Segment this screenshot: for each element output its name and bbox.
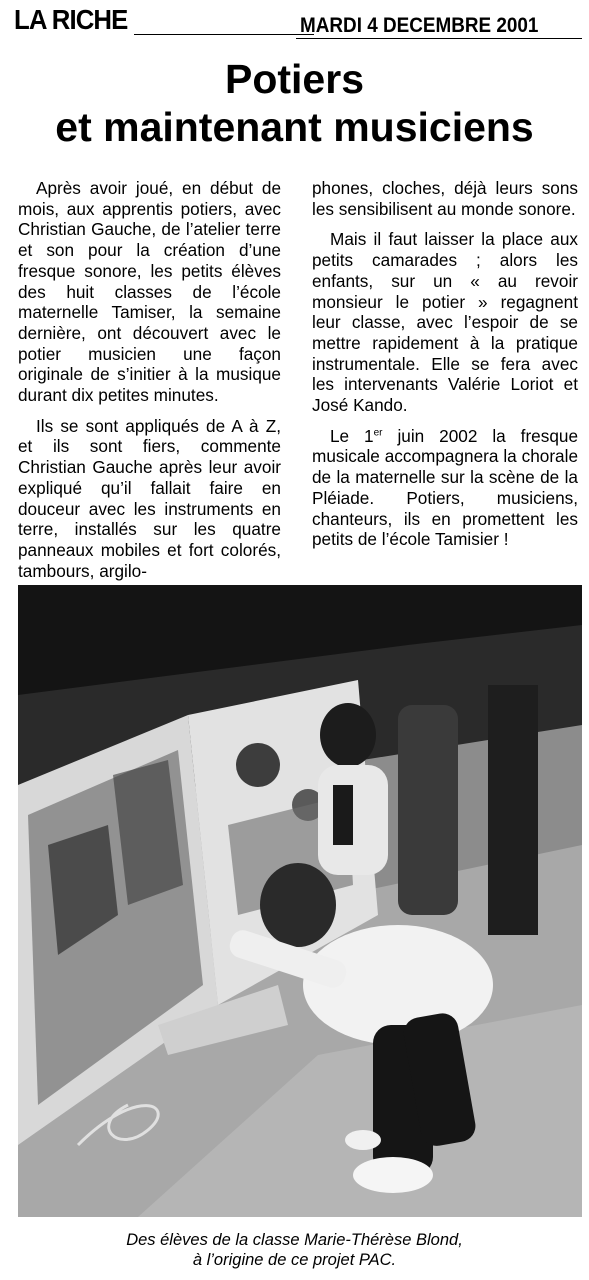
paragraph-4-text: juin 2002 la fresque musicale accompagnera la chorale de la maternelle sur la scène de la Pléiade. Potiers, musiciens, chanteurs, ils en promettent les petits de l’école Tamisier !: [312, 425, 579, 550]
article-paragraph-3: Mais il faut laisser la place aux petits camarades ; alors les enfants, sur un « au revoir monsieur le potier » regagnent leur classe, avec l’espoir de se mettre rapidement à la pratique instrumentale. Elle se fera avec les intervenants Valérie Loriot et José Kando.: [312, 229, 578, 416]
header-rule: [134, 34, 314, 35]
date-day-text: Le 1: [330, 425, 374, 446]
issue-date: MARDI 4 DECEMBRE 2001: [300, 14, 539, 37]
photo-children-painting-fresco: [18, 585, 582, 1217]
article-column-left: [18, 178, 281, 581]
article-paragraph-2: Ils se sont appliqués de A à Z, et ils sont fiers, commente Christian Gauche après leur avoir expliqué qu’il fallait faire en douceur avec les instruments en terre, installés sur les quatre panneaux mobiles et fort colorés, tambours, argilo-: [18, 415, 281, 581]
section-place-name: LA RICHE: [14, 4, 128, 35]
newspaper-header: [0, 0, 589, 50]
photo-caption: [0, 1230, 589, 1270]
ordinal-suffix: er: [373, 427, 383, 438]
article-paragraph-2-continued: phones, cloches, déjà leurs sons les sensibilisent au monde sonore.: [312, 178, 578, 219]
article-headline: [0, 55, 589, 151]
headline-line-2: et maintenant musiciens: [55, 104, 534, 150]
caption-line-1: Des élèves de la classe Marie-Thérèse Blond,: [126, 1231, 463, 1249]
date-underline: [296, 38, 582, 39]
article-paragraph-1: Après avoir joué, en début de mois, aux apprentis potiers, avec Christian Gauche, de l’atelier terre et son pour la création d’une fresque sonore, les petits élèves des huit classes de l’école maternelle Tamiser, la semaine dernière, ont découvert avec le potier musicien une façon originale de s’initier à la musique durant dix petites minutes.: [18, 178, 281, 406]
article-column-right: [312, 178, 578, 550]
caption-line-2: à l’origine de ce projet PAC.: [192, 1251, 397, 1269]
article-paragraph-4: [312, 426, 578, 550]
headline-line-1: Potiers: [225, 56, 364, 102]
article-photo: [18, 585, 582, 1217]
